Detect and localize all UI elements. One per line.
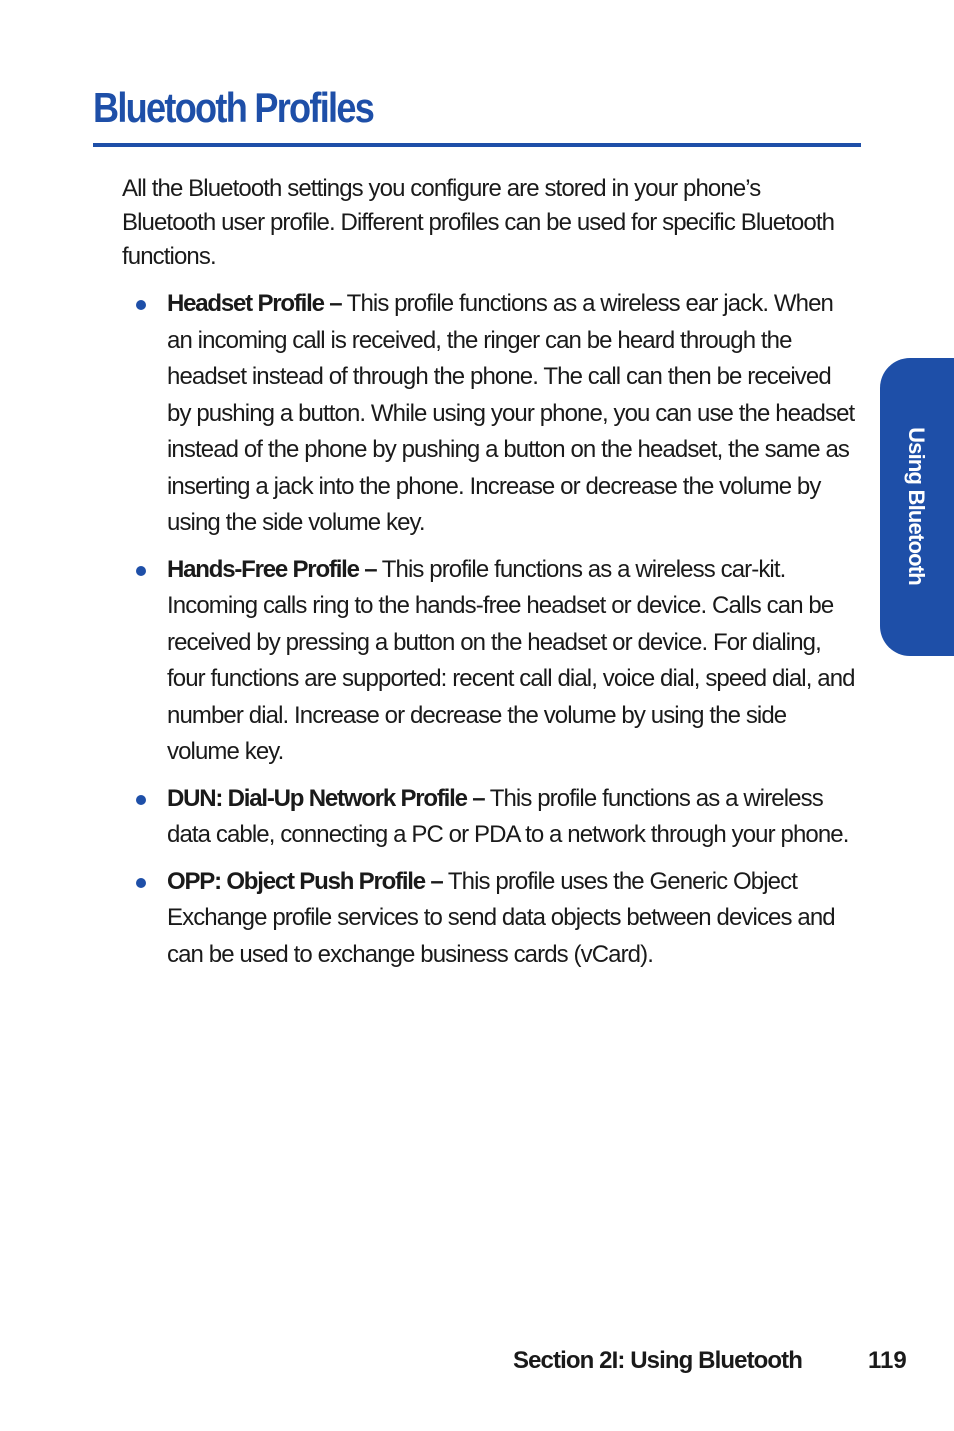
bullet-text: This profile functions as a wireless data cable, connecting a PC or PDA to a network through your phone. [167,784,849,848]
bullet-text: This profile functions as a wireless ear jack. When an incoming call is received, the ringer can be heard through the headset instead of through the phone. The call can then be received by pushing a button. While using your phone, you can use the headset instead of the phone by pushing a button on the headset, the same as inserting a jack into the phone. Increase or decrease the volume by using the side volume key. [167,290,855,536]
page-title: Bluetooth Profiles [93,84,374,131]
main-content [122,172,857,983]
list-item-opp-profile [122,864,857,974]
bullet-icon [136,795,146,805]
bullet-icon [136,878,146,888]
bullet-icon [136,566,146,576]
intro-paragraph: All the Bluetooth settings you configure are stored in your phone’s Bluetooth user profile. Different profiles can be used for specific Bluetooth functions. [122,175,835,270]
bullet-text: This profile uses the Generic Object Exchange profile services to send data objects between devices and can be used to exchange business cards (vCard). [167,867,835,968]
bullet-icon [136,300,146,310]
profile-list [122,286,857,973]
bullet-text: This profile functions as a wireless car-kit. Incoming calls ring to the hands-free headset or device. Calls can be received by pressing a button on the headset or device. For dialing, four functions are supported: recent call dial, voice dial, speed dial, and number dial. Increase or decrease the volume by using the side volume key. [167,555,855,765]
side-tab-label: Using Bluetooth [904,427,929,585]
bullet-term: Hands-Free Profile – [167,555,377,583]
title-underline [93,143,861,147]
footer-section-title: Section 2I: Using Bluetooth [513,1347,803,1374]
page-number: 119 [868,1347,907,1374]
list-item-hands-free-profile [122,552,857,771]
bullet-term: DUN: Dial-Up Network Profile – [167,784,485,812]
list-item-headset-profile [122,286,857,542]
bullet-term: Headset Profile – [167,290,342,317]
bullet-term: OPP: Object Push Profile – [167,867,443,895]
list-item-dun-profile [122,781,857,854]
